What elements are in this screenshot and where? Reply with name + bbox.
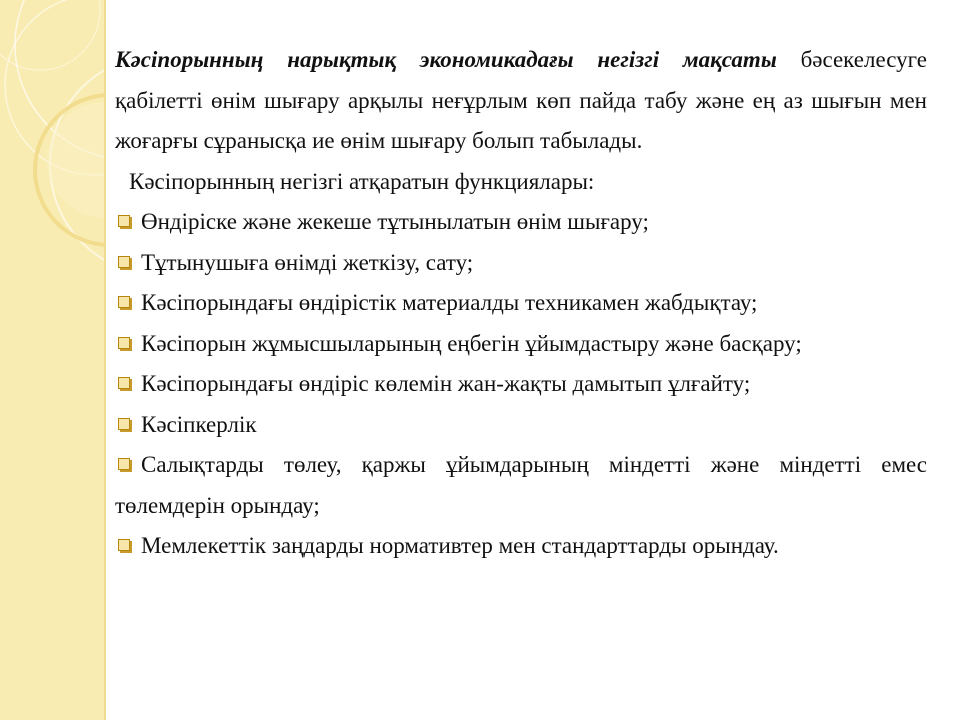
list-item-text: Өндіріске және жекеше тұтынылатын өнім шығару; bbox=[141, 209, 649, 234]
list-item-text: Кәсіпорындағы өндіріс көлемін жан-жақты дамытып ұлғайту; bbox=[141, 371, 751, 396]
list-item bbox=[115, 324, 927, 365]
list-item bbox=[115, 202, 927, 243]
square-bullet-icon bbox=[118, 256, 130, 268]
list-item-text: Кәсіпкерлік bbox=[141, 411, 257, 437]
list-item bbox=[115, 243, 927, 284]
square-bullet-icon bbox=[118, 296, 130, 308]
list-item bbox=[115, 405, 927, 446]
square-bullet-icon bbox=[118, 377, 130, 389]
list-item bbox=[115, 526, 927, 567]
goal-paragraph bbox=[115, 40, 927, 162]
list-item bbox=[115, 364, 927, 405]
list-item-text: Кәсіпорындағы өндірістік материалды техникамен жабдықтау; bbox=[141, 290, 758, 315]
square-bullet-icon bbox=[118, 458, 130, 470]
list-item bbox=[115, 283, 927, 324]
list-item bbox=[115, 445, 927, 526]
square-bullet-icon bbox=[118, 418, 130, 430]
goal-lead: Кәсіпорынның нарықтық экономикадағы негізгі мақсаты bbox=[115, 47, 777, 72]
functions-list bbox=[115, 202, 927, 567]
slide-content bbox=[115, 40, 927, 567]
decorative-circles bbox=[0, 0, 106, 720]
square-bullet-icon bbox=[118, 215, 130, 227]
square-bullet-icon bbox=[118, 539, 130, 551]
list-item-text: Салықтарды төлеу, қаржы ұйымдарының міндетті және міндетті емес төлемдерін орындау; bbox=[115, 452, 927, 518]
decorative-side-band bbox=[0, 0, 106, 720]
square-bullet-icon bbox=[118, 337, 130, 349]
band-edge bbox=[104, 0, 106, 720]
goal-text: бәсекелесуге қабілетті өнім шығару арқылы неғұрлым көп пайда табу және ең аз шығын мен жоғарғы сұранысқа ие өнім шығару болып табылады. bbox=[115, 47, 927, 153]
list-item-text: Мемлекеттік заңдарды нормативтер мен стандарттарды орындау. bbox=[141, 533, 779, 558]
list-item-text: Тұтынушыға өнімді жеткізу, сату; bbox=[141, 249, 474, 275]
functions-intro: Кәсіпорынның негізгі атқаратын функциялары: bbox=[129, 168, 595, 194]
list-item-text: Кәсіпорын жұмысшыларының еңбегін ұйымдастыру және басқару; bbox=[141, 330, 802, 356]
